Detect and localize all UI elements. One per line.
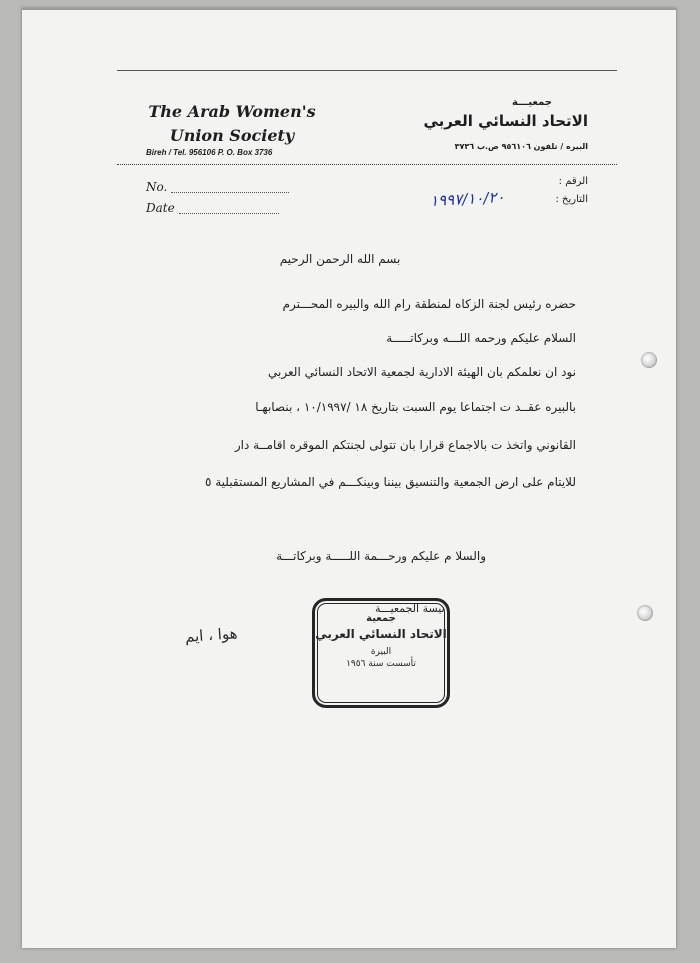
letter-sheet <box>22 8 676 948</box>
date-field <box>146 201 279 215</box>
letterhead-arabic-name <box>388 96 588 132</box>
reference-number-field <box>146 180 289 194</box>
ar-no-label: الرقم : <box>558 176 588 187</box>
sheet-top-edge <box>22 8 676 10</box>
no-label: No. <box>146 180 168 194</box>
arabic-reference-field <box>388 176 588 187</box>
no-dotted-line <box>171 192 289 193</box>
greeting-line: السلام عليكم ورحمه اللـــه وبركاتـــــة <box>386 331 576 345</box>
letterhead-english-name <box>132 100 332 148</box>
society-stamp <box>312 598 450 708</box>
en-name-line1: The Arab Women's <box>148 102 316 121</box>
basmala: بسم الله الرحمن الرحيم <box>279 252 401 266</box>
top-rule <box>117 70 617 71</box>
closing-line: والسلا م عليكم ورحـــمة اللـــــة وبركاتـــة <box>276 549 486 563</box>
body-line-2: بالبيره عقــد ت اجتماعا يوم السبت بتاريخ ١٨ /١٠/١٩٩٧ ، بنصابهـا <box>255 400 576 414</box>
handwritten-signature: هوا ، ايم <box>184 624 239 646</box>
ar-name-line2: الاتحاد النسائي العربي <box>423 112 588 130</box>
signatory-role: رئيسة الجمعيـــة <box>375 602 450 615</box>
stamp-line4: تأسست سنة ١٩٥٦ <box>346 659 416 669</box>
stamp-line3: البيرة <box>370 647 392 657</box>
stamp-line1: جمعية <box>366 613 396 624</box>
ar-date-label: التاريخ : <box>555 194 588 205</box>
punch-hole-bottom <box>637 605 653 621</box>
date-label: Date <box>146 201 175 215</box>
body-line-3: القانوني واتخذ ت بالاجماع قرارا بان تتولى لجنتكم الموقره اقامــة دار <box>234 438 576 452</box>
letterhead-arabic-contact: البيره / تلفون ٩٥٦١٠٦ ص.ب ٣٧٣٦ <box>454 142 588 151</box>
addressee-line: حضره رئيس لجنة الزكاه لمنطقة رام الله والبيره المحـــترم <box>282 297 576 311</box>
handwritten-date: ١٩٩٧/١٠/٢٠ <box>429 188 505 210</box>
body-line-1: نود ان نعلمكم بان الهيئة الادارية لجمعية الاتحاد النسائي العربي <box>268 365 576 379</box>
punch-hole-top <box>641 352 657 368</box>
date-dotted-line <box>179 213 279 214</box>
ar-name-line1: جمعيـــة <box>512 97 552 108</box>
letterhead-divider <box>117 164 617 165</box>
stamp-line2: الاتحاد النسائي العربي <box>315 627 447 641</box>
en-name-line2: Union Society <box>169 126 295 145</box>
body-line-4: للايتام على ارض الجمعية والتنسيق بيننا وبينكـــم في المشاريع المستقبلية ٥ <box>204 475 576 489</box>
letterhead-english-contact: Bireh / Tel. 956106 P. O. Box 3736 <box>146 148 273 157</box>
